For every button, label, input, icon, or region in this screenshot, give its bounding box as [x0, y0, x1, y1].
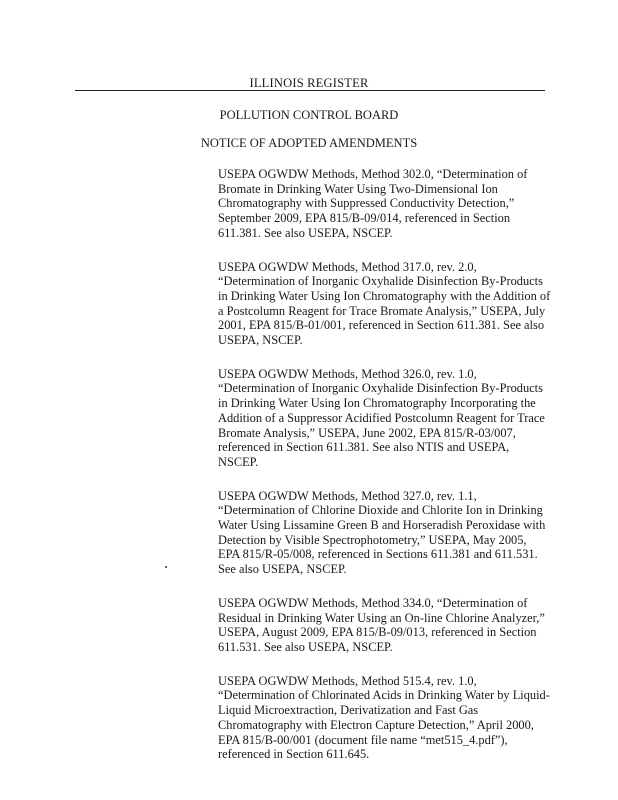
notice-title: NOTICE OF ADOPTED AMENDMENTS [200, 136, 418, 150]
reference-line: Addition of a Suppressor Acidified Postcolumn Reagent for Trace [218, 410, 545, 425]
reference-line: USEPA, August 2009, EPA 815/B-09/013, referenced in Section [218, 625, 537, 640]
reference-entry [218, 596, 550, 655]
reference-line: EPA 815/B-00/001 (document file name “met515_4.pdf”), [218, 732, 508, 747]
scan-speck [165, 566, 167, 568]
reference-line: “Determination of Inorganic Oxyhalide Disinfection By-Products [218, 274, 543, 289]
reference-line: “Determination of Inorganic Oxyhalide Disinfection By-Products [218, 381, 543, 396]
reference-line: USEPA OGWDW Methods, Method 334.0, “Determination of [218, 595, 528, 610]
reference-entry [218, 489, 550, 577]
reference-line: Liquid Microextraction, Derivatization and Fast Gas [218, 703, 479, 718]
reference-line: Detection by Visible Spectrophotometry,” USEPA, May 2005, [218, 532, 527, 547]
reference-line: See also USEPA, NSCEP. [218, 562, 347, 577]
reference-line: 611.381. See also USEPA, NSCEP. [218, 225, 393, 240]
reference-entry [218, 367, 550, 470]
reference-line: Chromatography with Electron Capture Detection,” April 2000, [218, 717, 534, 732]
register-title: ILLINOIS REGISTER [249, 76, 369, 90]
reference-line: USEPA OGWDW Methods, Method 302.0, “Determination of [218, 167, 528, 181]
reference-line: “Determination of Chlorine Dioxide and Chlorite Ion in Drinking [218, 503, 543, 518]
reference-line: Bromate Analysis,” USEPA, June 2002, EPA 815/R-03/007, [218, 425, 516, 440]
reference-line: September 2009, EPA 815/B-09/014, referenced in Section [218, 211, 511, 226]
reference-line: NSCEP. [218, 454, 259, 469]
reference-line: 2001, EPA 815/B-01/001, referenced in Section 611.381. See also [218, 318, 545, 333]
reference-line: Water Using Lissamine Green B and Horseradish Peroxidase with [218, 518, 546, 533]
reference-entry [218, 674, 550, 762]
reference-entry [218, 260, 550, 348]
reference-line: USEPA OGWDW Methods, Method 327.0, rev. 1.1, [218, 488, 477, 503]
reference-line: “Determination of Chlorinated Acids in Drinking Water by Liquid- [218, 688, 550, 703]
reference-line: in Drinking Water Using Ion Chromatography with the Addition of [218, 288, 551, 303]
reference-line: USEPA OGWDW Methods, Method 515.4, rev. 1.0, [218, 673, 477, 688]
reference-line: 611.531. See also USEPA, NSCEP. [218, 639, 393, 654]
reference-line: USEPA, NSCEP. [218, 333, 303, 348]
reference-line: USEPA OGWDW Methods, Method 326.0, rev. 1.0, [218, 366, 477, 381]
reference-line: Bromate in Drinking Water Using Two-Dimensional Ion [218, 181, 498, 196]
reference-line: in Drinking Water Using Ion Chromatography Incorporating the [218, 396, 536, 411]
reference-line: EPA 815/R-05/008, referenced in Sections 611.381 and 611.531. [218, 547, 538, 562]
reference-line: Residual in Drinking Water Using an On-line Chlorine Analyzer,” [218, 610, 545, 625]
reference-line: Chromatography with Suppressed Conductivity Detection,” [218, 196, 515, 211]
reference-line: USEPA OGWDW Methods, Method 317.0, rev. 2.0, [218, 259, 477, 274]
reference-list [218, 167, 550, 781]
reference-entry [218, 167, 550, 241]
reference-line: a Postcolumn Reagent for Trace Bromate Analysis,” USEPA, July [218, 303, 546, 318]
board-title: POLLUTION CONTROL BOARD [219, 108, 399, 122]
reference-line: referenced in Section 611.381. See also NTIS and USEPA, [218, 440, 510, 455]
reference-line: referenced in Section 611.645. [218, 747, 370, 762]
header-rule [75, 90, 545, 91]
